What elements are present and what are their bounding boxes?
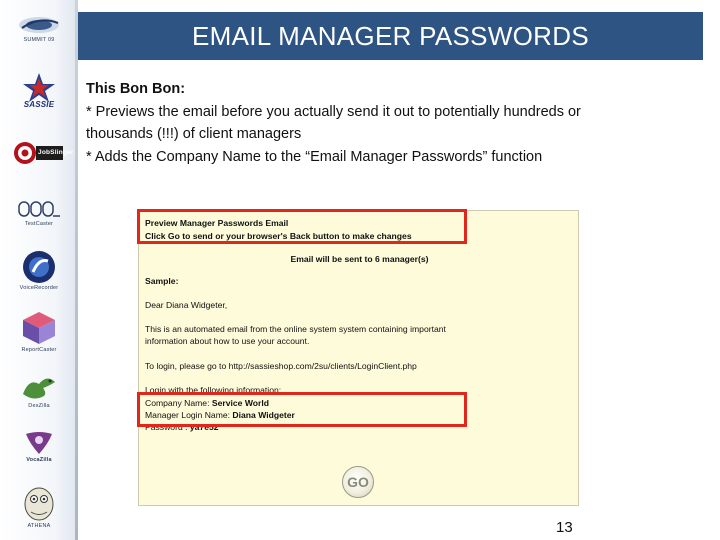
title-bar [78,12,703,60]
reportcaster-logo [14,310,64,353]
sidebar-edge [75,0,78,540]
preview-title: Preview Manager Passwords Email [145,218,289,228]
email-login-with-line: Login with the following information: [145,385,282,395]
testcaster-logo-caption: TestCaster [24,221,54,227]
summit-logo [14,14,64,43]
manager-login-value: Diana Widgeter [232,410,295,420]
company-name-value: Service World [211,398,270,408]
reportcaster-logo-caption: ReportCaster [21,347,57,353]
athena-owl-icon [21,484,57,522]
athena-logo-caption: ATHENA [27,523,51,529]
page-title: EMAIL MANAGER PASSWORDS [192,20,589,51]
voicerecorder-logo-caption: VoiceRecorder [19,285,59,291]
voicerecorder-logo [14,250,64,291]
slide-body [86,78,686,168]
testcaster-logo [14,198,64,227]
email-login-url-line: To login, please go to http://sassieshop.com/2su/clients/LoginClient.php [145,361,417,371]
preview-instruction: Click Go to send or your browser's Back button to make changes [145,231,412,241]
sample-label: Sample: [145,276,179,286]
page-number: 13 [556,519,573,536]
dexzilla-logo-caption: DexZilla [28,403,50,409]
go-button[interactable] [342,466,374,498]
dexzilla-logo [14,372,64,409]
password-value: ya7e52 [189,422,219,432]
testcaster-icon [17,198,61,220]
vocazilla-logo-caption: VocaZilla [26,457,52,463]
company-name-label: Company Name: [145,398,212,408]
bullet-preview-email-continued: thousands (!!!) of client managers [86,126,302,142]
jobslinger-logo [14,140,74,166]
email-greeting: Dear Diana Widgeter, [145,300,228,310]
vocazilla-logo [14,430,64,463]
manager-login-label: Manager Login Name: [145,410,233,420]
sassie-logo [14,72,64,109]
bullet-company-name: * Adds the Company Name to the “Email Manager Passwords” function [86,148,543,165]
email-body-line-1: This is an automated email from the online system system containing important [145,324,446,334]
go-button-label: GO [347,474,369,490]
reportcaster-cube-icon [21,310,57,346]
email-preview-screenshot [138,210,579,506]
vocazilla-icon [22,430,56,456]
jobslinger-logo-caption: JobSlinger [38,149,74,156]
bullet-preview-email: * Previews the email before you actually send it out to potentially hundreds or [86,103,581,120]
sassie-logo-caption: SASSIE [23,100,55,109]
summit-logo-icon [16,14,62,36]
dexzilla-lizard-icon [19,372,59,402]
password-label: Password : [145,422,190,432]
athena-logo [14,484,64,529]
content-heading: This Bon Bon: [86,81,186,97]
email-body-line-2: information about how to use your account. [145,336,310,346]
highlight-box-company-name [137,392,467,427]
recipient-count-note: Email will be sent to 6 manager(s) [290,254,429,264]
highlight-box-preview-header [137,209,467,244]
voicerecorder-icon [21,250,57,284]
logo-sidebar [0,0,78,540]
summit-logo-caption: SUMMIT 09 [23,37,55,43]
